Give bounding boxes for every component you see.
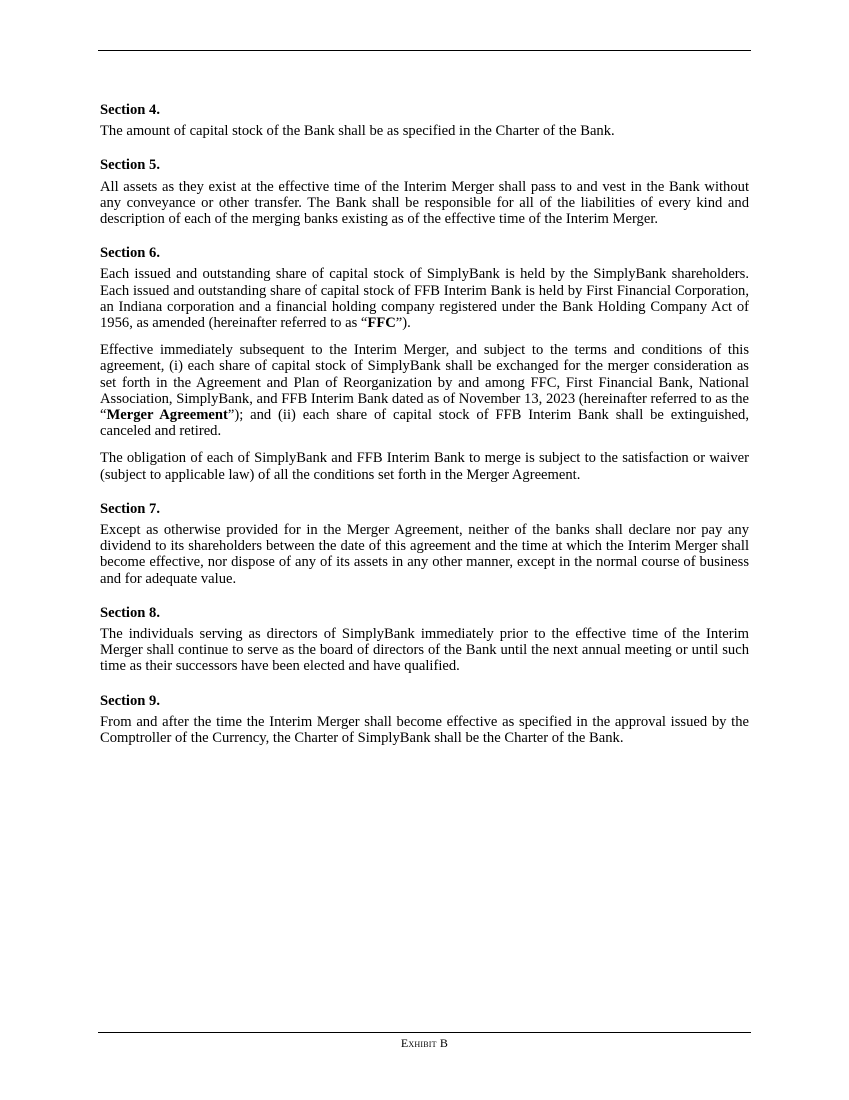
section-6-p1-text-b: ”). [395, 315, 411, 332]
section-4-paragraph-1: The amount of capital stock of the Bank shall be as specified in the Charter of the Bank. [100, 123, 615, 140]
section-9-heading: Section 9. [100, 692, 160, 709]
section-7-paragraph-1: Except as otherwise provided for in the Merger Agreement, neither of the banks shall declare nor pay any dividend to its shareholders between the date of this agreement and the time at which the Interim Merger shall become effective, nor dispose of any of its assets in any other manner, except in the normal course of business and for adequate value. [100, 522, 749, 587]
section-8-heading: Section 8. [100, 604, 160, 621]
section-6-p1-text-a: Each issued and outstanding share of capital stock of SimplyBank is held by the SimplyBank shareholders. Each issued and outstanding share of capital stock of FFB Interim Bank is held by First Financial Corporation, an Indiana corporation and a financial holding company registered under the Bank Holding Company Act of 1956, as amended (hereinafter referred to as “ [100, 266, 749, 332]
section-9-paragraph-1: From and after the time the Interim Merger shall become effective as specified in the approval issued by the Comptroller of the Currency, the Charter of SimplyBank shall be the Charter of the Bank. [100, 713, 749, 747]
section-8-paragraph-1: The individuals serving as directors of SimplyBank immediately prior to the effective time of the Interim Merger shall continue to serve as the board of directors of the Bank until the next annual meeting or until such time as their successors have been elected and have qualified. [100, 626, 749, 675]
section-6-p2-text-a: Effective immediately subsequent to the Interim Merger, and subject to the terms and conditions of this agreement, (i) each share of capital stock of SimplyBank shall be exchanged for the merger consideration as set forth in the Agreement and Plan of Reorganization by and among FFC, First Financial Bank, National Association, SimplyBank, and FFB Interim Bank dated as of November 13, 2023 (hereinafter referred to as the “ [100, 342, 749, 424]
defined-term-ffc: FFC [367, 315, 396, 332]
section-5-heading: Section 5. [100, 157, 160, 174]
section-5-paragraph-1: All assets as they exist at the effective time of the Interim Merger shall pass to and vest in the Bank without any conveyance or other transfer. The Bank shall be responsible for all of the liabilities of every kind and description of each of the merging banks existing as of the effective time of the Interim Merger. [100, 178, 749, 228]
section-7-heading: Section 7. [100, 500, 160, 517]
section-6-paragraph-1 [100, 266, 749, 331]
section-4-heading: Section 4. [100, 102, 160, 118]
section-6-paragraph-3: The obligation of each of SimplyBank and FFB Interim Bank to merge is subject to the satisfaction or waiver (subject to applicable law) of all the conditions set forth in the Merger Agreement. [100, 450, 749, 483]
footer-exhibit-label: Exhibit B [400, 1036, 449, 1050]
footer-rule [98, 1032, 751, 1033]
defined-term-merger-agreement: Merger Agreement [106, 407, 228, 424]
header-rule [98, 50, 751, 51]
section-6-p2-text-b: ”); and (ii) each share of capital stock of FFB Interim Bank shall be extinguished, canceled and retired. [100, 407, 749, 440]
section-6-heading: Section 6. [100, 245, 160, 262]
document-body [100, 101, 749, 746]
section-6-paragraph-2 [100, 342, 749, 439]
